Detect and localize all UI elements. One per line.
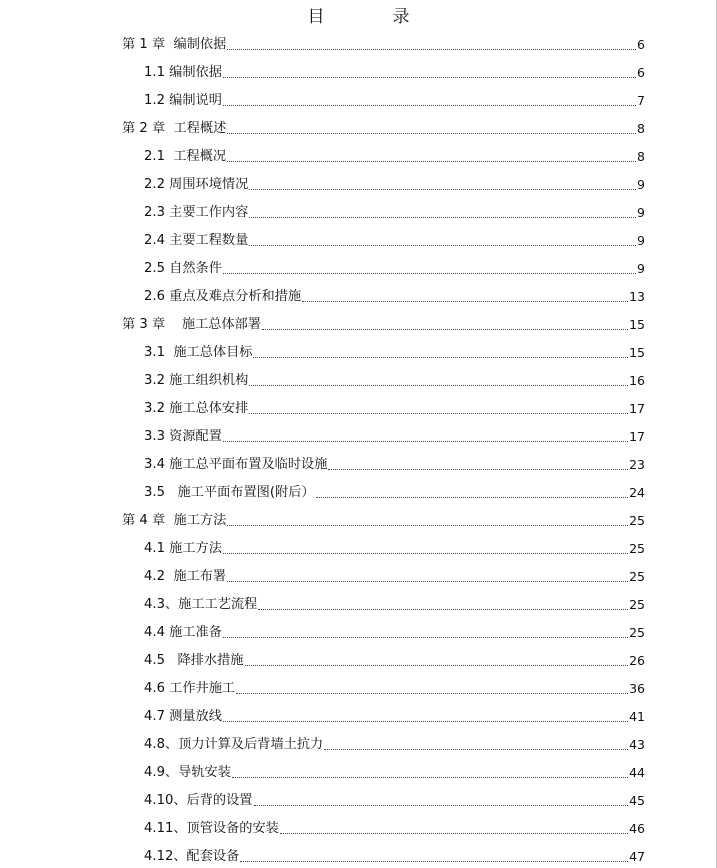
toc-page-number: 9 <box>637 233 645 248</box>
toc-dot-leader <box>302 301 628 302</box>
toc-page-number: 25 <box>629 541 645 556</box>
toc-dot-leader <box>249 385 628 386</box>
toc-section-entry[interactable] <box>0 82 717 110</box>
toc-page-number: 15 <box>629 345 645 360</box>
toc-dot-leader <box>249 413 628 414</box>
toc-section-entry[interactable] <box>0 754 717 782</box>
toc-section-entry[interactable] <box>0 418 717 446</box>
toc-section-entry[interactable] <box>0 558 717 586</box>
toc-page-number: 8 <box>637 121 645 136</box>
toc-section-entry[interactable] <box>0 810 717 838</box>
toc-dot-leader <box>262 329 628 330</box>
toc-dot-leader <box>245 665 629 666</box>
toc-dot-leader <box>249 245 636 246</box>
toc-entry-label: 3.3 资源配置 <box>144 429 222 444</box>
toc-page-number: 23 <box>629 457 645 472</box>
toc-entry-label: 3.5 施工平面布置图(附后） <box>144 485 315 500</box>
toc-chapter-entry[interactable] <box>0 306 717 334</box>
toc-page-number: 17 <box>629 401 645 416</box>
toc-dot-leader <box>324 749 628 750</box>
toc-page-number: 47 <box>629 849 645 864</box>
toc-section-entry[interactable] <box>0 642 717 670</box>
toc-section-entry[interactable] <box>0 54 717 82</box>
toc-entry-label: 4.8、顶力计算及后背墙土抗力 <box>144 737 324 752</box>
toc-entry-label: 4.2 施工布署 <box>144 569 227 584</box>
toc-page-number: 6 <box>637 65 645 80</box>
toc-section-entry[interactable] <box>0 278 717 306</box>
toc-dot-leader <box>227 49 636 50</box>
toc-dot-leader <box>223 553 628 554</box>
toc-dot-leader <box>240 861 628 862</box>
toc-section-entry[interactable] <box>0 782 717 810</box>
toc-page-number: 44 <box>629 765 645 780</box>
toc-page-number: 25 <box>629 597 645 612</box>
toc-entry-label: 第 1 章 编制依据 <box>122 37 227 52</box>
toc-page-number: 6 <box>637 37 645 52</box>
toc-page-number: 25 <box>629 625 645 640</box>
toc-section-entry[interactable] <box>0 726 717 754</box>
toc-page-number: 45 <box>629 793 645 808</box>
toc-dot-leader <box>223 721 628 722</box>
toc-section-entry[interactable] <box>0 530 717 558</box>
toc-entry-label: 4.7 测量放线 <box>144 709 222 724</box>
toc-page-number: 7 <box>637 93 645 108</box>
toc-section-entry[interactable] <box>0 138 717 166</box>
toc-entry-label: 4.4 施工准备 <box>144 625 222 640</box>
toc-section-entry[interactable] <box>0 166 717 194</box>
toc-entry-label: 1.2 编制说明 <box>144 93 222 108</box>
toc-entry-label: 3.1 施工总体目标 <box>144 345 253 360</box>
toc-dot-leader <box>223 637 628 638</box>
toc-dot-leader <box>328 469 628 470</box>
toc-dot-leader <box>316 497 629 498</box>
toc-entry-label: 4.12、配套设备 <box>144 849 240 864</box>
toc-entry-label: 4.9、导轨安装 <box>144 765 231 780</box>
toc-section-entry[interactable] <box>0 334 717 362</box>
toc-dot-leader <box>280 833 628 834</box>
toc-entry-label: 第 3 章 施工总体部署 <box>122 317 262 332</box>
toc-page-number: 24 <box>629 485 645 500</box>
toc-entry-label: 2.5 自然条件 <box>144 261 222 276</box>
toc-entry-label: 2.6 重点及难点分析和措施 <box>144 289 302 304</box>
toc-page-number: 26 <box>629 653 645 668</box>
toc-dot-leader <box>227 581 628 582</box>
toc-dot-leader <box>254 805 629 806</box>
toc-section-entry[interactable] <box>0 194 717 222</box>
toc-chapter-entry[interactable] <box>0 110 717 138</box>
toc-page-number: 15 <box>629 317 645 332</box>
toc-section-entry[interactable] <box>0 250 717 278</box>
toc-dot-leader <box>258 609 628 610</box>
toc-entry-label: 3.4 施工总平面布置及临时设施 <box>144 457 328 472</box>
toc-section-entry[interactable] <box>0 390 717 418</box>
toc-section-entry[interactable] <box>0 362 717 390</box>
toc-page-number: 16 <box>629 373 645 388</box>
toc-entry-label: 4.6 工作井施工 <box>144 681 236 696</box>
toc-title: 目 录 <box>307 7 410 27</box>
toc-page-number: 25 <box>629 513 645 528</box>
toc-entry-label: 1.1 编制依据 <box>144 65 222 80</box>
toc-entry-label: 2.3 主要工作内容 <box>144 205 249 220</box>
toc-dot-leader <box>227 525 628 526</box>
toc-entry-label: 4.10、后背的设置 <box>144 793 253 808</box>
toc-entry-label: 4.1 施工方法 <box>144 541 222 556</box>
toc-page-number: 36 <box>629 681 645 696</box>
toc-entry-label: 2.2 周围环境情况 <box>144 177 249 192</box>
toc-entry-label: 4.3、施工工艺流程 <box>144 597 258 612</box>
toc-section-entry[interactable] <box>0 698 717 726</box>
toc-dot-leader <box>249 189 636 190</box>
toc-page-number: 41 <box>629 709 645 724</box>
toc-section-entry[interactable] <box>0 222 717 250</box>
toc-dot-leader <box>249 217 636 218</box>
toc-page-number: 9 <box>637 177 645 192</box>
toc-section-entry[interactable] <box>0 670 717 698</box>
toc-section-entry[interactable] <box>0 586 717 614</box>
toc-section-entry[interactable] <box>0 614 717 642</box>
toc-page-number: 17 <box>629 429 645 444</box>
toc-page-number: 46 <box>629 821 645 836</box>
toc-entry-label: 3.2 施工组织机构 <box>144 373 249 388</box>
toc-page-number: 13 <box>629 289 645 304</box>
toc-dot-leader <box>223 273 636 274</box>
toc-entry-label: 2.4 主要工程数量 <box>144 233 249 248</box>
toc-dot-leader <box>227 133 636 134</box>
toc-dot-leader <box>223 105 636 106</box>
toc-dot-leader <box>223 441 628 442</box>
toc-entry-label: 3.2 施工总体安排 <box>144 401 249 416</box>
toc-entry-label: 2.1 工程概况 <box>144 149 227 164</box>
toc-dot-leader <box>236 693 628 694</box>
toc-list <box>0 26 717 866</box>
toc-page-number: 9 <box>637 205 645 220</box>
toc-page-number: 43 <box>629 737 645 752</box>
toc-page-number: 8 <box>637 149 645 164</box>
toc-page-number: 25 <box>629 569 645 584</box>
toc-dot-leader <box>253 357 628 358</box>
toc-dot-leader <box>223 77 636 78</box>
toc-section-entry[interactable] <box>0 446 717 474</box>
toc-page-number: 9 <box>637 261 645 276</box>
toc-dot-leader <box>227 161 636 162</box>
toc-dot-leader <box>232 777 628 778</box>
toc-section-entry[interactable] <box>0 474 717 502</box>
toc-chapter-entry[interactable] <box>0 502 717 530</box>
toc-entry-label: 4.11、顶管设备的安装 <box>144 821 279 836</box>
toc-chapter-entry[interactable] <box>0 26 717 54</box>
toc-entry-label: 4.5 降排水措施 <box>144 653 244 668</box>
toc-section-entry[interactable] <box>0 838 717 866</box>
toc-entry-label: 第 2 章 工程概述 <box>122 121 227 136</box>
toc-entry-label: 第 4 章 施工方法 <box>122 513 227 528</box>
